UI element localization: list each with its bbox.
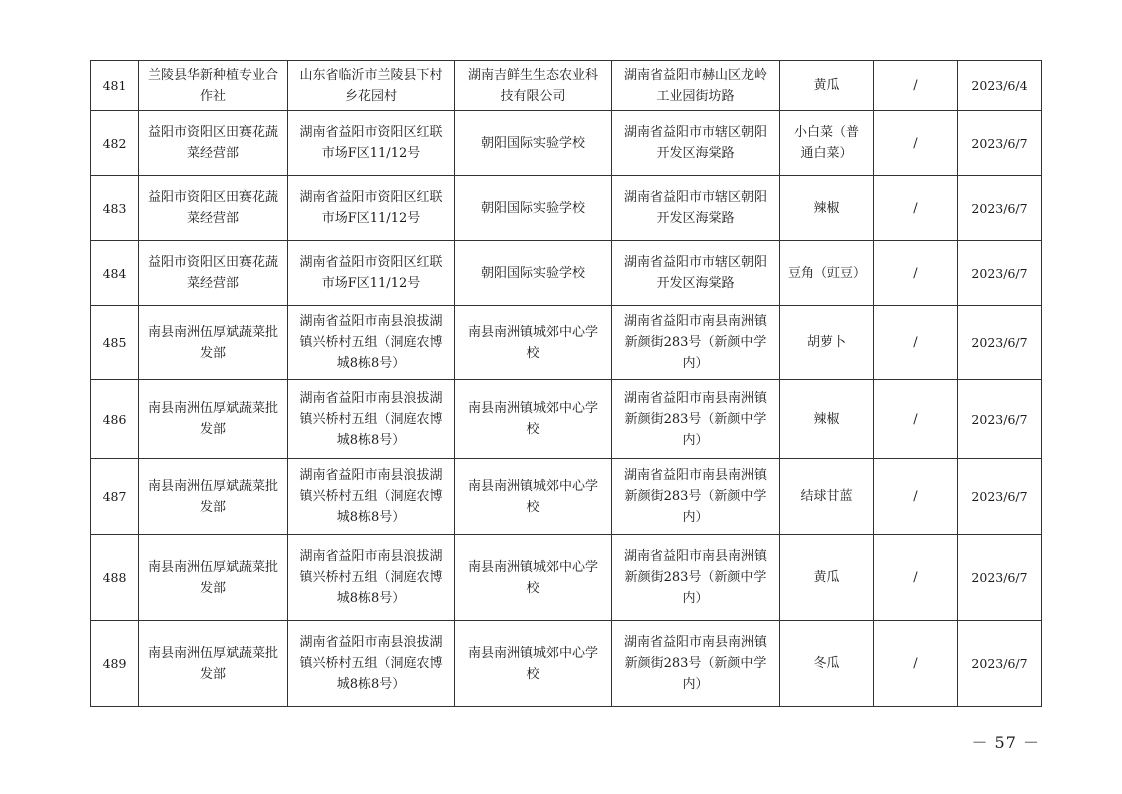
cell-date: 2023/6/4 <box>958 61 1042 111</box>
table-row <box>91 241 1042 306</box>
cell-producer: 兰陵县华新种植专业合作社 <box>139 61 288 111</box>
cell-producer: 南县南洲伍厚斌蔬菜批发部 <box>139 306 288 380</box>
cell-mark: / <box>874 241 958 306</box>
cell-product: 结球甘蓝 <box>780 459 874 535</box>
cell-number: 481 <box>91 61 139 111</box>
cell-buyer: 湖南吉鲜生生态农业科技有限公司 <box>455 61 612 111</box>
cell-mark: / <box>874 111 958 176</box>
cell-buyer-address: 湖南省益阳市南县南洲镇新颜街283号（新颜中学内） <box>612 306 780 380</box>
cell-buyer-address: 湖南省益阳市南县南洲镇新颜街283号（新颜中学内） <box>612 535 780 621</box>
cell-buyer: 朝阳国际实验学校 <box>455 111 612 176</box>
cell-product: 辣椒 <box>780 176 874 241</box>
cell-producer: 南县南洲伍厚斌蔬菜批发部 <box>139 380 288 459</box>
cell-date: 2023/6/7 <box>958 535 1042 621</box>
cell-date: 2023/6/7 <box>958 621 1042 707</box>
cell-mark: / <box>874 535 958 621</box>
sampling-table <box>90 60 1042 707</box>
cell-date: 2023/6/7 <box>958 111 1042 176</box>
cell-number: 483 <box>91 176 139 241</box>
cell-number: 486 <box>91 380 139 459</box>
cell-date: 2023/6/7 <box>958 176 1042 241</box>
cell-producer: 益阳市资阳区田赛花蔬菜经营部 <box>139 241 288 306</box>
cell-buyer: 南县南洲镇城郊中心学校 <box>455 380 612 459</box>
cell-producer-address: 湖南省益阳市资阳区红联市场F区11/12号 <box>288 111 455 176</box>
cell-producer-address: 湖南省益阳市资阳区红联市场F区11/12号 <box>288 176 455 241</box>
table-row <box>91 380 1042 459</box>
cell-producer: 南县南洲伍厚斌蔬菜批发部 <box>139 621 288 707</box>
cell-producer-address: 湖南省益阳市资阳区红联市场F区11/12号 <box>288 241 455 306</box>
table-row <box>91 459 1042 535</box>
cell-buyer: 南县南洲镇城郊中心学校 <box>455 535 612 621</box>
cell-product: 小白菜（普通白菜） <box>780 111 874 176</box>
cell-date: 2023/6/7 <box>958 241 1042 306</box>
cell-producer-address: 湖南省益阳市南县浪拔湖镇兴桥村五组（洞庭农博城8栋8号） <box>288 621 455 707</box>
cell-mark: / <box>874 380 958 459</box>
table-row <box>91 111 1042 176</box>
table-body <box>91 61 1042 707</box>
cell-producer-address: 山东省临沂市兰陵县下村乡花园村 <box>288 61 455 111</box>
cell-number: 487 <box>91 459 139 535</box>
cell-product: 黄瓜 <box>780 61 874 111</box>
cell-mark: / <box>874 176 958 241</box>
cell-producer: 益阳市资阳区田赛花蔬菜经营部 <box>139 176 288 241</box>
cell-number: 489 <box>91 621 139 707</box>
cell-buyer: 朝阳国际实验学校 <box>455 176 612 241</box>
cell-buyer: 南县南洲镇城郊中心学校 <box>455 306 612 380</box>
cell-producer-address: 湖南省益阳市南县浪拔湖镇兴桥村五组（洞庭农博城8栋8号） <box>288 306 455 380</box>
table-row <box>91 535 1042 621</box>
cell-number: 488 <box>91 535 139 621</box>
cell-buyer-address: 湖南省益阳市南县南洲镇新颜街283号（新颜中学内） <box>612 459 780 535</box>
cell-producer: 南县南洲伍厚斌蔬菜批发部 <box>139 459 288 535</box>
cell-mark: / <box>874 621 958 707</box>
cell-producer: 益阳市资阳区田赛花蔬菜经营部 <box>139 111 288 176</box>
cell-buyer: 南县南洲镇城郊中心学校 <box>455 459 612 535</box>
cell-producer: 南县南洲伍厚斌蔬菜批发部 <box>139 535 288 621</box>
cell-date: 2023/6/7 <box>958 459 1042 535</box>
cell-buyer: 朝阳国际实验学校 <box>455 241 612 306</box>
cell-product: 冬瓜 <box>780 621 874 707</box>
cell-number: 482 <box>91 111 139 176</box>
cell-buyer-address: 湖南省益阳市南县南洲镇新颜街283号（新颜中学内） <box>612 380 780 459</box>
cell-product: 胡萝卜 <box>780 306 874 380</box>
cell-mark: / <box>874 306 958 380</box>
cell-date: 2023/6/7 <box>958 306 1042 380</box>
table-row <box>91 621 1042 707</box>
cell-mark: / <box>874 459 958 535</box>
cell-mark: / <box>874 61 958 111</box>
table-row <box>91 61 1042 111</box>
page-number: － 57 － <box>971 733 1040 752</box>
cell-buyer-address: 湖南省益阳市市辖区朝阳开发区海棠路 <box>612 176 780 241</box>
table-row <box>91 306 1042 380</box>
cell-producer-address: 湖南省益阳市南县浪拔湖镇兴桥村五组（洞庭农博城8栋8号） <box>288 459 455 535</box>
cell-producer-address: 湖南省益阳市南县浪拔湖镇兴桥村五组（洞庭农博城8栋8号） <box>288 535 455 621</box>
cell-buyer-address: 湖南省益阳市市辖区朝阳开发区海棠路 <box>612 241 780 306</box>
cell-number: 485 <box>91 306 139 380</box>
cell-product: 辣椒 <box>780 380 874 459</box>
cell-product: 豆角（豇豆） <box>780 241 874 306</box>
cell-buyer: 南县南洲镇城郊中心学校 <box>455 621 612 707</box>
cell-buyer-address: 湖南省益阳市市辖区朝阳开发区海棠路 <box>612 111 780 176</box>
cell-producer-address: 湖南省益阳市南县浪拔湖镇兴桥村五组（洞庭农博城8栋8号） <box>288 380 455 459</box>
cell-number: 484 <box>91 241 139 306</box>
cell-buyer-address: 湖南省益阳市赫山区龙岭工业园街坊路 <box>612 61 780 111</box>
table-row <box>91 176 1042 241</box>
cell-buyer-address: 湖南省益阳市南县南洲镇新颜街283号（新颜中学内） <box>612 621 780 707</box>
cell-date: 2023/6/7 <box>958 380 1042 459</box>
cell-product: 黄瓜 <box>780 535 874 621</box>
